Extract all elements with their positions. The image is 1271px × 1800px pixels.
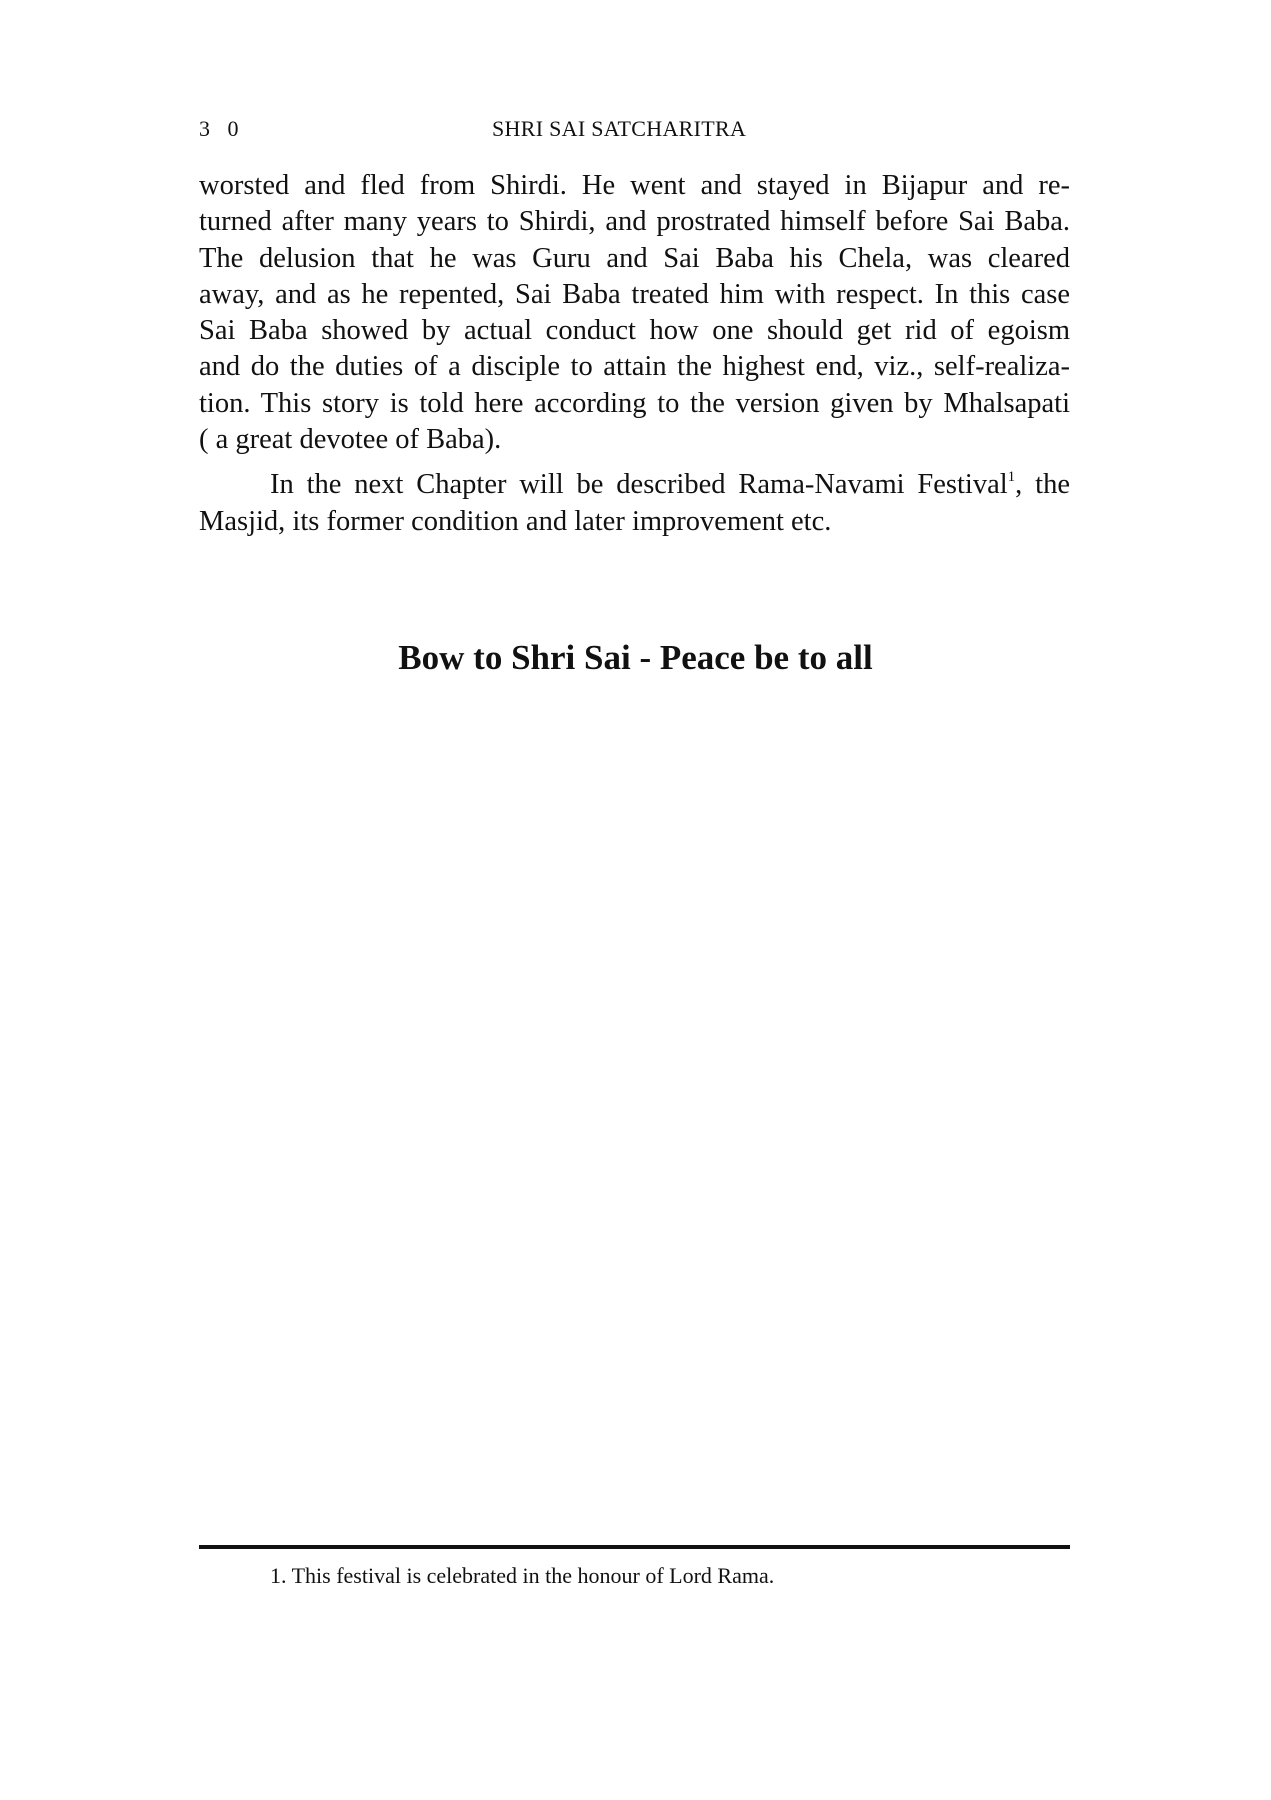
paragraph-2-line xyxy=(199,467,1070,503)
paragraph-1-line: turned after many years to Shirdi, and prostrated himself before Sai Baba. xyxy=(199,206,1070,238)
paragraph-2-text: In the next Chapter will be described Rama-Navami Festival xyxy=(270,469,1008,501)
paragraph-2-line: Masjid, its former condition and later improvement etc. xyxy=(199,505,832,537)
body-text xyxy=(199,168,1070,540)
paragraph-1-line: Sai Baba showed by actual conduct how one should get rid of egoism xyxy=(199,315,1070,347)
closing-text: Bow to Shri Sai - Peace be to all xyxy=(398,638,873,677)
paragraph-1 xyxy=(199,168,1070,458)
page-number: 3 0 xyxy=(199,116,245,141)
closing-invocation xyxy=(0,636,1271,680)
paragraph-1-line: worsted and fled from Shirdi. He went and stayed in Bijapur and re- xyxy=(199,170,1070,201)
running-title: SHRI SAI SATCHARITRA xyxy=(492,116,747,141)
paragraph-2-text-end: , the xyxy=(1015,469,1070,501)
paragraph-1-line: tion. This story is told here according to the version given by Mhalsapati xyxy=(199,387,1070,419)
footnote-divider xyxy=(199,1545,1070,1549)
paragraph-1-line: ( a great devotee of Baba). xyxy=(199,424,502,456)
footnote: 1. This festival is celebrated in the honour of Lord Rama. xyxy=(270,1563,775,1588)
paragraph-1-line: The delusion that he was Guru and Sai Baba his Chela, was cleared xyxy=(199,242,1070,274)
paragraph-1-line: and do the duties of a disciple to attain the highest end, viz., self-realiza- xyxy=(199,351,1070,383)
paragraph-1-line: away, and as he repented, Sai Baba treated him with respect. In this case xyxy=(199,278,1070,310)
footnote-reference: 1 xyxy=(1007,469,1016,486)
paragraph-2 xyxy=(199,467,1070,540)
